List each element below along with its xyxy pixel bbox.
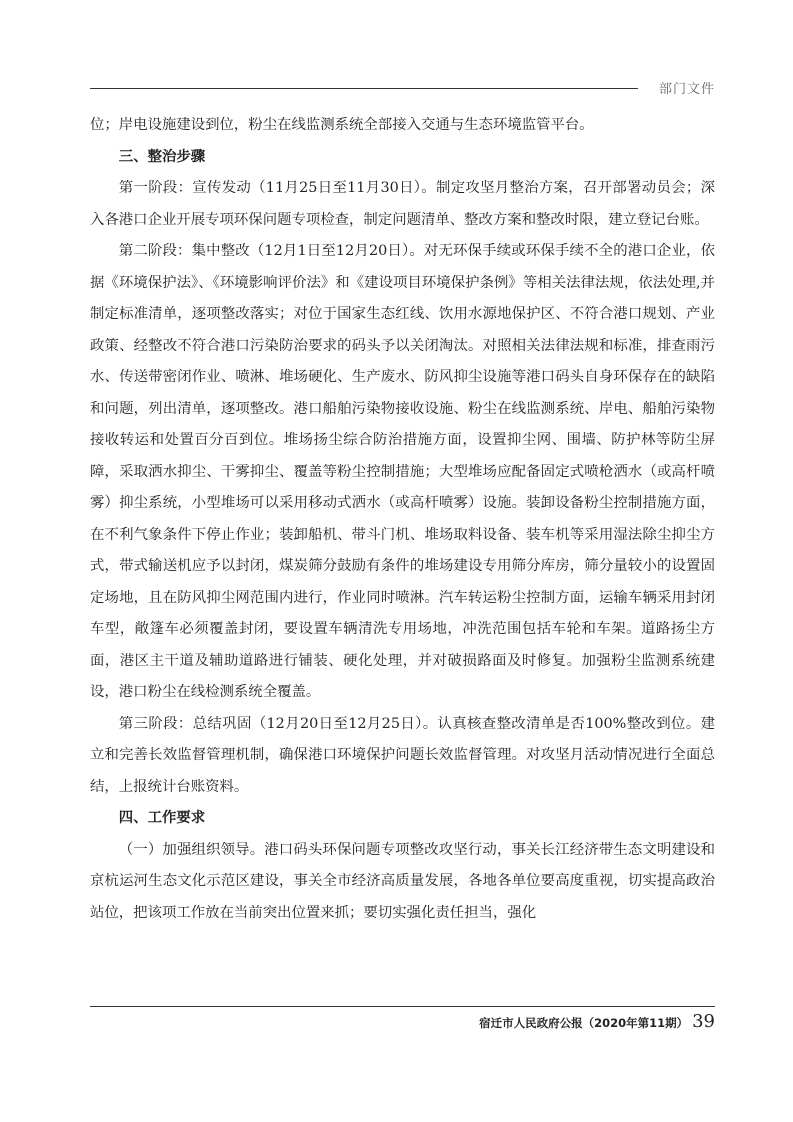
section-heading-requirements: 四、工作要求 <box>118 810 206 826</box>
document-body <box>90 110 715 929</box>
header-rule <box>90 88 638 89</box>
paragraph-stage-2: 第二阶段：集中整改（12月1日至12月20日）。对无环保手续或环保手续不全的港口企业，依据《环境保护法》、《环境影响评价法》和《建设项目环境保护条例》等相关法律法规，依法处理,并制定标准清单，逐项整改落实；对位于国家生态红线、饮用水源地保护区、不符合港口规划、产业政策、经整改不符合港口污染防治要求的码头予以关闭淘汰。对照相关法律法规和标准，排查雨污水、传送带密闭作业、喷淋、堆场硬化、生产废水、防风抑尘设施等港口码头自身环保存在的缺陷和问题，列出清单，逐项整改。港口船舶污染物接收设施、粉尘在线监测系统、岸电、船舶污染物接收转运和处置百分百到位。堆场扬尘综合防治措施方面，设置抑尘网、围墙、防护林等防尘屏障，采取洒水抑尘、干雾抑尘、覆盖等粉尘控制措施；大型堆场应配备固定式喷枪洒水（或高杆喷雾）抑尘系统，小型堆场可以采用移动式洒水（或高杆喷雾）设施。装卸设备粉尘控制措施方面，在不利气象条件下停止作业；装卸船机、带斗门机、堆场取料设备、装车机等采用湿法除尘抑尘方式，带式输送机应予以封闭，煤炭筛分鼓励有条件的堆场建设专用筛分库房，筛分量较小的设置固定场地，且在防风抑尘网范围内进行，作业同时喷淋。汽车转运粉尘控制方面，运输车辆采用封闭车型，敞篷车必须覆盖封闭，要设置车辆清洗专用场地，冲洗范围包括车轮和车架。道路扬尘方面，港区主干道及辅助道路进行铺装、硬化处理，并对破损路面及时修复。加强粉尘监测系统建设，港口粉尘在线检测系统全覆盖。 <box>90 243 715 700</box>
footer-rule <box>90 1006 715 1007</box>
section-heading-steps: 三、整治步骤 <box>118 148 206 165</box>
journal-name: 宿迁市人民政府公报（2020年第11期） <box>479 1016 689 1030</box>
paragraph-requirement-1: （一）加强组织领导。港口码头环保问题专项整改攻坚行动，事关长江经济带生态文明建设和京杭运河生态文化示范区建设，事关全市经济高质量发展，各地各单位要高度重视，切实提高政治站位，把该项工作放在当前突出位置来抓；要切实强化责任担当，强化 <box>90 841 715 921</box>
page-number: 39 <box>692 1011 715 1032</box>
paragraph-stage-1: 第一阶段：宣传发动（11月25日至11月30日）。制定攻坚月整治方案，召开部署动员会；深入各港口企业开展专项环保问题专项检查，制定问题清单、整改方案和整改时限，建立登记台账。 <box>90 180 715 228</box>
section-label: 部门文件 <box>658 82 715 97</box>
continuation-paragraph: 位；岸电设施建设到位，粉尘在线监测系统全部接入交通与生态环境监管平台。 <box>90 117 594 133</box>
footer-info <box>479 1011 715 1032</box>
paragraph-stage-3: 第三阶段：总结巩固（12月20日至12月25日）。认真核查整改清单是否100%整改到位。建立和完善长效监督管理机制，确保港口环境保护问题长效监督管理。对攻坚月活动情况进行全面总结，上报统计台账资料。 <box>90 715 715 795</box>
page-header <box>90 74 715 100</box>
